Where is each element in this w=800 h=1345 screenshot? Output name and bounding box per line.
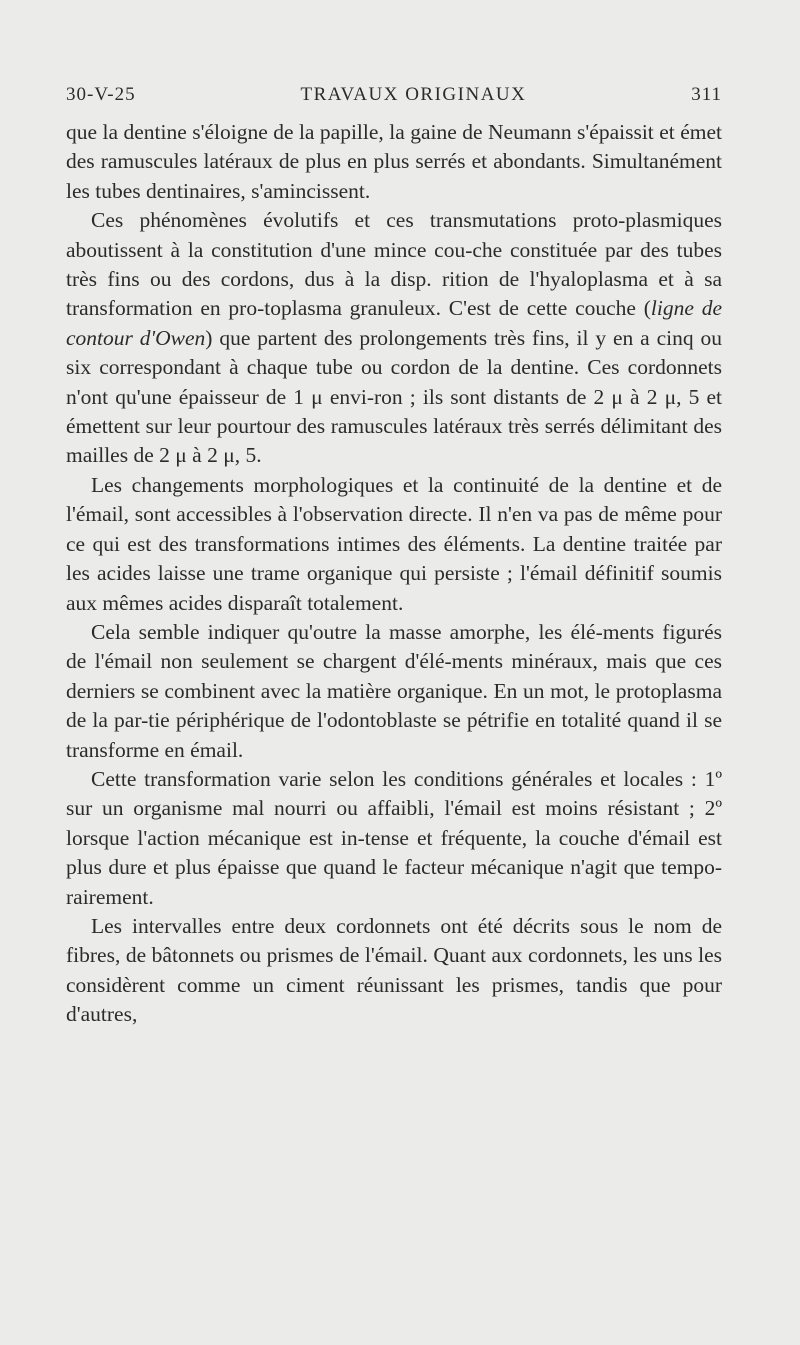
journal-section-title: TRAVAUX ORIGINAUX [300, 84, 527, 105]
paragraph [66, 912, 722, 1030]
running-head [66, 84, 722, 118]
text-segment: Les intervalles entre deux cordonnets ont été décrits sous le nom de fibres, de bâtonnets ou prismes de l'émail. Quant aux cordonnets, les uns les considèrent comme un ciment réunissant les prismes, tandis que pour d'autres, [66, 913, 722, 1027]
paragraph [66, 118, 722, 206]
text-segment: Cette transformation varie selon les conditions générales et locales : 1º sur un organisme mal nourri ou affaibli, l'émail est moins résistant ; 2º lorsque l'action mécanique est in-tense et fréquente, la couche d'émail est plus dure et plus épaisse que quand le facteur mécanique n'agit que tempo-rairement. [66, 766, 722, 909]
paragraph [66, 471, 722, 618]
issue-date: 30-V-25 [66, 84, 136, 105]
book-page [66, 84, 722, 1030]
page-number: 311 [691, 84, 722, 105]
body-text [66, 118, 722, 1030]
paragraph [66, 618, 722, 765]
text-segment: ) que partent des prolongements très fins, il y en a cinq ou six correspondant à chaque tube ou cordon de la dentine. Ces cordonnets n'ont qu'une épaisseur de 1 μ envi-ron ; ils sont distants de 2 μ à 2 μ, 5 et émettent sur leur pourtour des ramuscules latéraux très serrés délimitant des mailles de 2 μ à 2 μ, 5. [66, 325, 722, 468]
text-segment: Ces phénomènes évolutifs et ces transmutations proto-plasmiques aboutissent à la constitution d'une mince cou-che constituée par des tubes très fins ou des cordons, dus à la disp. rition de l'hyaloplasma et à sa transformation en pro-toplasma granuleux. C'est de cette couche ( [66, 208, 722, 321]
paragraph [66, 765, 722, 912]
paragraph [66, 206, 722, 471]
italic-term: ligne de contour d'Owen [66, 296, 722, 350]
text-segment: Cela semble indiquer qu'outre la masse amorphe, les élé-ments figurés de l'émail non seulement se chargent d'élé-ments minéraux, mais que ces derniers se combinent avec la matière organique. En un mot, le protoplasma de la par-tie périphérique de l'odontoblaste se pétrifie en totalité quand il se transforme en émail. [66, 619, 722, 762]
text-segment: que la dentine s'éloigne de la papille, la gaine de Neumann s'épaissit et émet des ramuscules latéraux de plus en plus serrés et abondants. Simultanément les tubes dentinaires, s'amincissent. [66, 120, 722, 203]
text-segment: Les changements morphologiques et la continuité de la dentine et de l'émail, sont accessibles à l'observation directe. Il n'en va pas de même pour ce qui est des transformations intimes des éléments. La dentine traitée par les acides laisse une trame organique qui persiste ; l'émail définitif soumis aux mêmes acides disparaît totalement. [66, 472, 722, 615]
